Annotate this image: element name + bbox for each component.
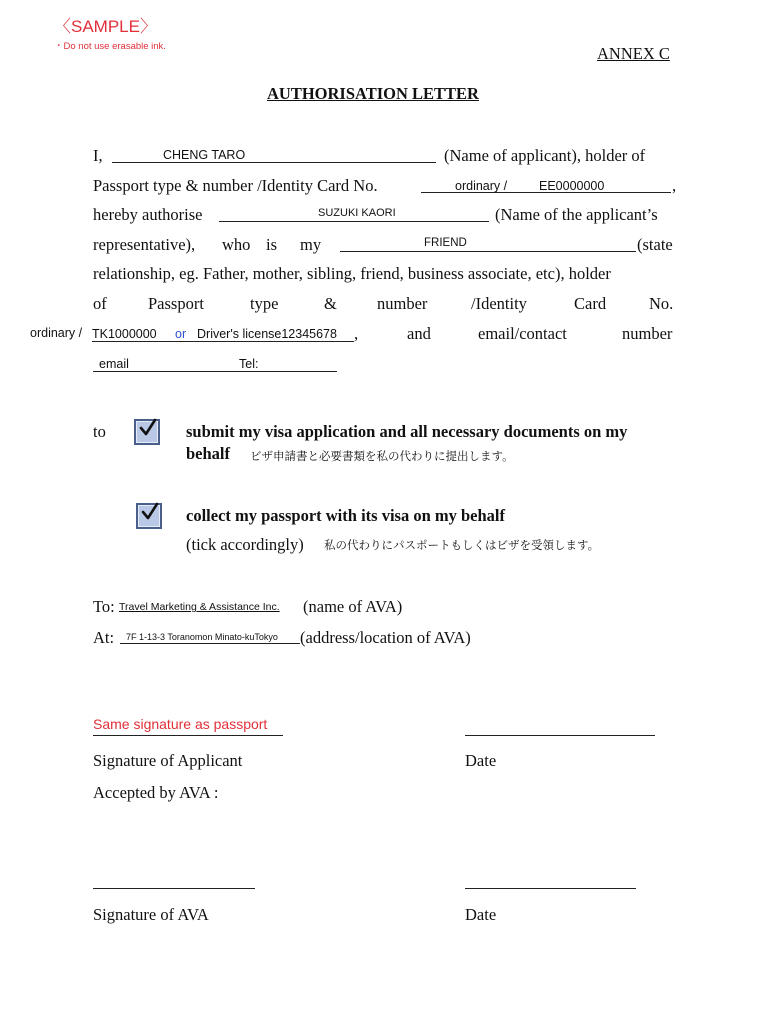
rep-id-type-value[interactable]: ordinary / xyxy=(30,326,83,340)
email-value[interactable]: email xyxy=(99,357,129,371)
applicant-name-value[interactable]: CHENG TARO xyxy=(163,148,246,162)
line4-suffix: (state xyxy=(637,235,673,254)
ava-address-underline xyxy=(120,643,300,644)
option1-japanese: ビザ申請書と必要書類を私の代わりに提出します。 xyxy=(250,449,514,463)
relationship-value[interactable]: FRIEND xyxy=(424,237,467,249)
line4-word4: my xyxy=(300,235,322,254)
ava-signature-line[interactable] xyxy=(93,888,255,889)
same-signature-note: Same signature as passport xyxy=(93,716,268,732)
annex-label: ANNEX C xyxy=(597,44,670,63)
ava-address-value[interactable]: 7F 1-13-3 Toranomon Minato-kuTokyo xyxy=(126,632,278,642)
signature-ava-label: Signature of AVA xyxy=(93,905,209,924)
checkmark-icon xyxy=(138,417,158,439)
accepted-by-label: Accepted by AVA : xyxy=(93,783,219,802)
ava-at-label: At: xyxy=(93,628,115,647)
line5-text: relationship, eg. Father, mother, sibling, friend, business associate, etc), holder xyxy=(93,264,611,283)
option2-line1: collect my passport with its visa on my behalf xyxy=(186,506,505,525)
line3-prefix: hereby authorise xyxy=(93,205,203,224)
line4-word2: who xyxy=(222,235,251,254)
collect-passport-checkbox[interactable] xyxy=(136,503,162,529)
line6-word: & xyxy=(324,294,337,313)
passport-type-value[interactable]: ordinary / xyxy=(455,179,508,193)
line6-word: /Identity xyxy=(471,294,527,313)
line2-prefix: Passport type & number /Identity Card No. xyxy=(93,176,378,195)
line1-suffix: (Name of applicant), holder of xyxy=(444,146,646,165)
applicant-signature-line[interactable] xyxy=(93,735,283,736)
line2-suffix: , xyxy=(672,176,677,195)
rep-id-number-value[interactable]: TK1000000 xyxy=(92,327,157,341)
option2-line2: (tick accordingly) xyxy=(186,535,304,554)
tel-value[interactable]: Tel: xyxy=(239,357,259,371)
rep-license-value[interactable]: Driver's license12345678 xyxy=(197,327,337,341)
line1-prefix: I, xyxy=(93,146,103,165)
line4-word1: representative), xyxy=(93,235,196,254)
to-label: to xyxy=(93,422,106,441)
relationship-underline xyxy=(340,251,636,252)
ava-to-label: To: xyxy=(93,597,115,616)
passport-number-value[interactable]: EE0000000 xyxy=(539,179,605,193)
line7-comma: , xyxy=(354,324,359,343)
ava-at-suffix: (address/location of AVA) xyxy=(300,628,471,647)
line7-and: and xyxy=(407,324,431,343)
line7-number: number xyxy=(622,324,673,343)
representative-name-underline xyxy=(219,221,489,222)
line4-word3: is xyxy=(266,235,278,254)
option1-line1: submit my visa application and all necessary documents on my xyxy=(186,422,628,441)
date-label-2: Date xyxy=(465,905,497,924)
submit-application-checkbox[interactable] xyxy=(134,419,160,445)
contact-underline xyxy=(93,371,337,372)
applicant-name-underline xyxy=(112,162,436,163)
line6-word: of xyxy=(93,294,107,313)
sample-note: ・Do not use erasable ink. xyxy=(54,41,166,52)
page-title: AUTHORISATION LETTER xyxy=(267,84,479,103)
representative-name-value[interactable]: SUZUKI KAORI xyxy=(318,207,396,219)
line3-suffix: (Name of the applicant’s xyxy=(495,205,658,224)
line7-email-contact: email/contact xyxy=(478,324,567,343)
line6-word: Card xyxy=(574,294,607,313)
ava-to-suffix: (name of AVA) xyxy=(303,597,403,616)
option1-line2: behalf xyxy=(186,444,231,463)
applicant-date-line[interactable] xyxy=(465,735,655,736)
ava-name-value[interactable]: Travel Marketing & Assistance Inc. xyxy=(119,601,280,613)
signature-applicant-label: Signature of Applicant xyxy=(93,751,243,770)
rep-id-or: or xyxy=(175,327,187,341)
sample-label: 〈SAMPLE〉 xyxy=(54,17,157,36)
line6-word: type xyxy=(250,294,279,313)
rep-id-underline xyxy=(92,341,354,342)
line6-word: Passport xyxy=(148,294,204,313)
ava-date-line[interactable] xyxy=(465,888,636,889)
line6-word: number xyxy=(377,294,428,313)
option2-japanese: 私の代わりにパスポートもしくはビザを受領します。 xyxy=(324,538,600,552)
checkmark-icon xyxy=(140,501,160,523)
line6-word: No. xyxy=(649,294,674,313)
date-label-1: Date xyxy=(465,751,497,770)
